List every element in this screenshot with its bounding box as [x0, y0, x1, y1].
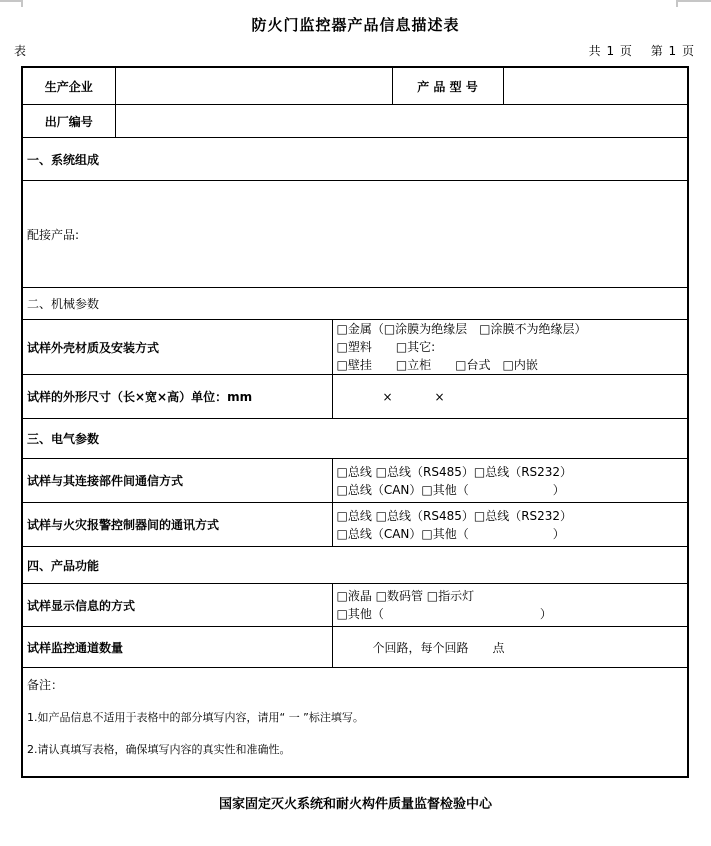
serial-label: 出厂编号: [22, 105, 115, 138]
page-corner-mark-right: [676, 0, 711, 7]
display-mode-options-cell[interactable]: [332, 584, 688, 627]
page-count-info: 共 1 页 第 1 页: [588, 44, 695, 58]
connected-products-cell[interactable]: [22, 181, 688, 288]
comm-controller-options-line1[interactable]: □总线 □总线（RS485）□总线（RS232）: [336, 508, 573, 523]
table-row: [22, 320, 688, 375]
channels-value: 个回路，每个回路 点: [372, 640, 505, 655]
display-mode-options-line2[interactable]: □其他（ ）: [336, 607, 552, 621]
note-item-2: 2.请认真填写表格，确保填写内容的真实性和准确性。: [27, 742, 291, 756]
meta-row: [14, 42, 695, 59]
table-row: [22, 668, 688, 778]
comm-parts-options-cell[interactable]: [332, 459, 688, 503]
table-row: [22, 375, 688, 419]
dimensions-value: × ×: [382, 390, 451, 404]
display-mode-options-line1[interactable]: □液晶 □数码管 □指示灯: [336, 589, 475, 603]
serial-field[interactable]: [115, 105, 688, 138]
sheet-label: 表: [14, 44, 27, 58]
table-row: [22, 181, 688, 288]
note-item-1: 1.如产品信息不适用于表格中的部分填写内容，请用“ 一 ”标注填写。: [27, 710, 364, 724]
channels-field[interactable]: [332, 627, 688, 668]
notes-cell: [22, 668, 688, 778]
dimensions-label: 试样的外形尺寸（长×宽×高）单位：mm: [22, 375, 332, 419]
comm-controller-options-line2[interactable]: □总线（CAN）□其他（ ）: [336, 526, 565, 541]
table-row: [22, 138, 688, 181]
manufacturer-field[interactable]: [115, 67, 392, 105]
table-row: [22, 67, 688, 105]
model-field[interactable]: [503, 67, 688, 105]
housing-options-line3[interactable]: □壁挂 □立柜 □台式 □内嵌: [336, 358, 538, 372]
housing-options-cell[interactable]: [332, 320, 688, 375]
table-row: [22, 288, 688, 320]
table-row: [22, 584, 688, 627]
manufacturer-label: 生产企业: [22, 67, 115, 105]
comm-parts-options-line1[interactable]: □总线 □总线（RS485）□总线（RS232）: [336, 464, 573, 479]
connected-products-label: 配接产品:: [27, 227, 80, 242]
dimensions-field[interactable]: [332, 375, 688, 419]
comm-parts-options-line2[interactable]: □总线（CAN）□其他（ ）: [336, 482, 565, 497]
comm-parts-label: 试样与其连接部件间通信方式: [22, 459, 332, 503]
notes-label: 备注：: [27, 677, 64, 692]
housing-options-line1[interactable]: □金属（□涂膜为绝缘层 □涂膜不为绝缘层）: [336, 322, 587, 336]
page-corner-mark-left: [0, 0, 23, 7]
comm-controller-label: 试样与火灾报警控制器间的通讯方式: [22, 503, 332, 547]
comm-controller-options-cell[interactable]: [332, 503, 688, 547]
section1-title: 一、系统组成: [22, 138, 688, 181]
table-row: [22, 459, 688, 503]
section4-title: 四、产品功能: [22, 547, 688, 584]
table-row: [22, 503, 688, 547]
issuing-center-footer: 国家固定灭火系统和耐火构件质量监督检验中心: [218, 797, 492, 812]
table-row: [22, 627, 688, 668]
display-mode-label: 试样显示信息的方式: [22, 584, 332, 627]
channels-label: 试样监控通道数量: [22, 627, 332, 668]
table-row: [22, 419, 688, 459]
section2-title: 二、机械参数: [22, 288, 688, 320]
housing-label: 试样外壳材质及安装方式: [22, 320, 332, 375]
housing-options-line2[interactable]: □塑料 □其它:: [336, 340, 436, 354]
table-row: [22, 105, 688, 138]
model-label: 产 品 型 号: [392, 67, 503, 105]
page-title: 防火门监控器产品信息描述表: [251, 16, 460, 34]
table-row: [22, 547, 688, 584]
product-info-table: [21, 66, 689, 778]
section3-title: 三、电气参数: [22, 419, 688, 459]
